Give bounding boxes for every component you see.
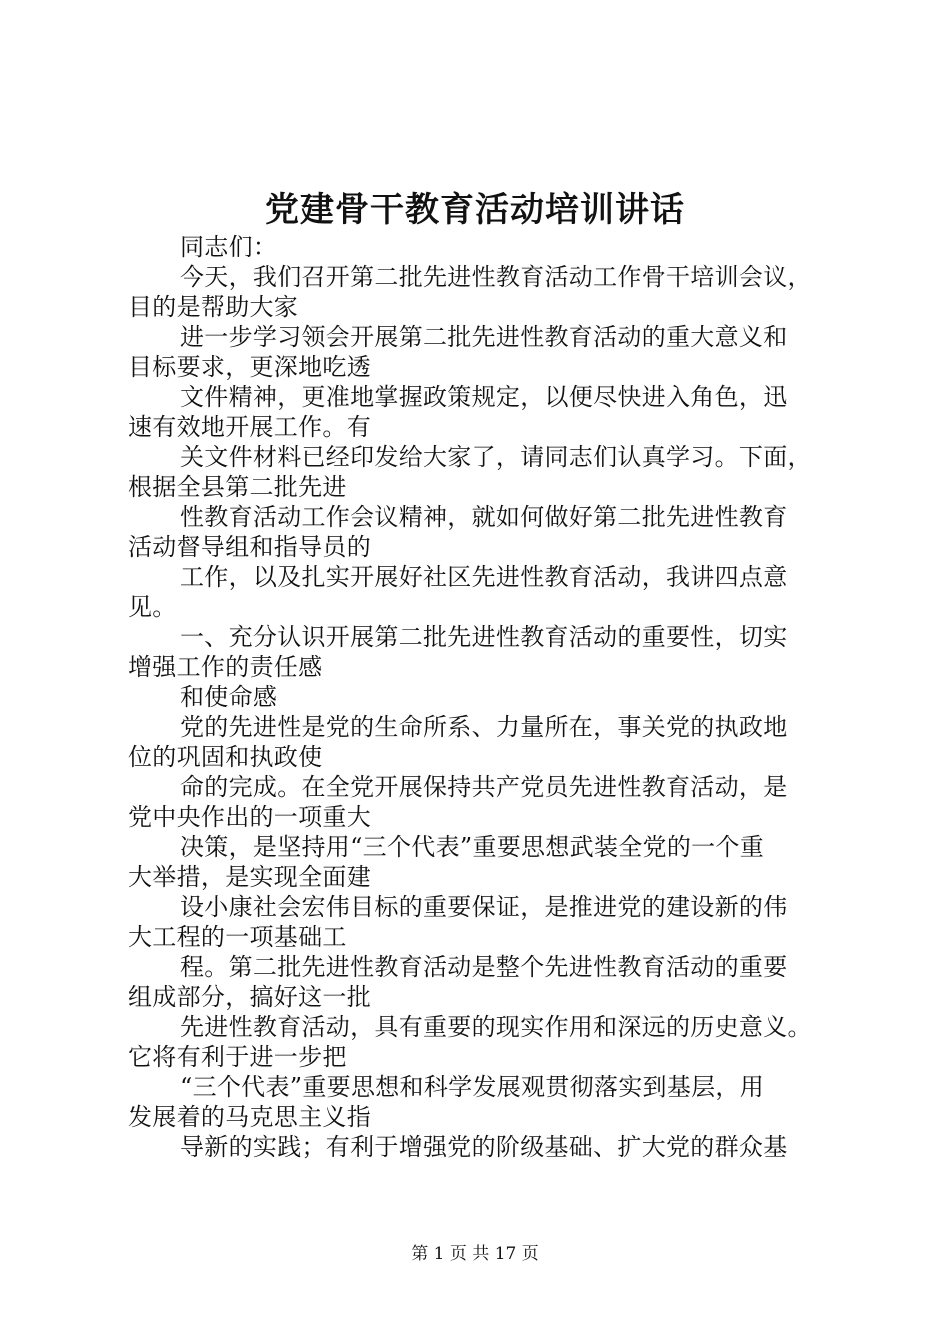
text-line: 进一步学习领会开展第二批先进性教育活动的重大意义和 [180, 323, 788, 351]
text-line: 设小康社会宏伟目标的重要保证，是推进党的建设新的伟 [180, 893, 788, 921]
text-line: 关文件材料已经印发给大家了，请同志们认真学习。下面， [180, 443, 812, 471]
text-line: 程。第二批先进性教育活动是整个先进性教育活动的重要 [180, 953, 788, 981]
text-line: 位的巩固和执政使 [128, 743, 323, 771]
text-line: 决策，是坚持用“三个代表”重要思想武装全党的一个重 [180, 833, 765, 861]
text-line: 工作，以及扎实开展好社区先进性教育活动，我讲四点意 [180, 563, 788, 591]
text-line: 目的是帮助大家 [128, 293, 299, 321]
document-body [128, 232, 848, 1162]
text-line: “三个代表”重要思想和科学发展观贯彻落实到基层，用 [180, 1073, 765, 1101]
text-line: 性教育活动工作会议精神，就如何做好第二批先进性教育 [180, 503, 788, 531]
text-line: 命的完成。在全党开展保持共产党员先进性教育活动，是 [180, 773, 788, 801]
text-line: 党的先进性是党的生命所系、力量所在，事关党的执政地 [180, 713, 788, 741]
text-line: 发展着的马克思主义指 [128, 1103, 371, 1131]
document-title: 党建骨干教育活动培训讲话 [265, 190, 685, 230]
page-footer: 第 1 页 共 17 页 [411, 1244, 539, 1264]
text-line: 速有效地开展工作。有 [128, 413, 371, 441]
text-line: 先进性教育活动，具有重要的现实作用和深远的历史意义。 [180, 1013, 812, 1041]
text-line: 它将有利于进一步把 [128, 1043, 347, 1071]
text-line: 组成部分，搞好这一批 [128, 983, 371, 1011]
text-line: 同志们： [180, 233, 278, 261]
text-line: 大工程的一项基础工 [128, 923, 347, 951]
text-line: 一、充分认识开展第二批先进性教育活动的重要性，切实 [180, 623, 788, 651]
text-line: 导新的实践；有利于增强党的阶级基础、扩大党的群众基 [180, 1133, 788, 1161]
text-line: 党中央作出的一项重大 [128, 803, 371, 831]
text-line: 目标要求，更深地吃透 [128, 353, 371, 381]
text-line: 文件精神，更准地掌握政策规定，以便尽快进入角色，迅 [180, 383, 788, 411]
text-line: 和使命感 [180, 683, 278, 711]
text-line: 活动督导组和指导员的 [128, 533, 371, 561]
text-line: 根据全县第二批先进 [128, 473, 347, 501]
text-line: 见。 [128, 593, 177, 621]
text-line: 大举措，是实现全面建 [128, 863, 371, 891]
text-line: 增强工作的责任感 [128, 653, 323, 681]
text-line: 今天，我们召开第二批先进性教育活动工作骨干培训会议， [180, 263, 812, 291]
